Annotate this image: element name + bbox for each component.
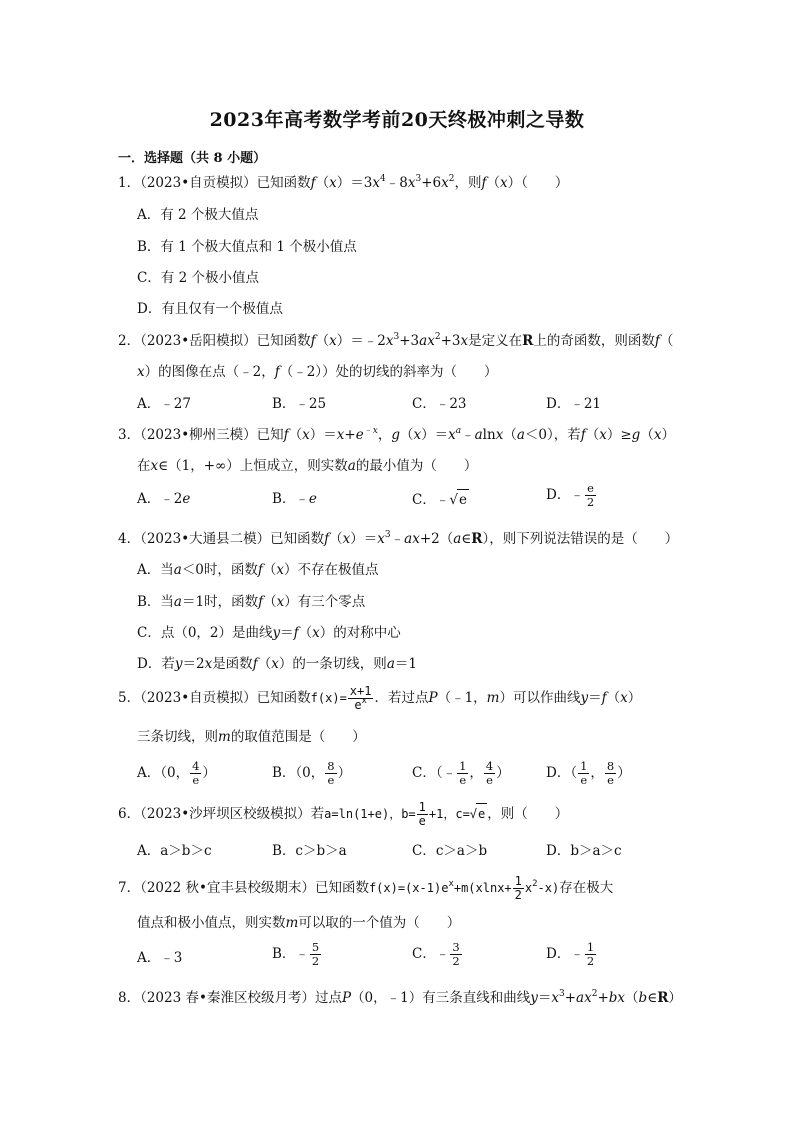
question-6-option-d: D．b＞a＞c [546, 843, 622, 859]
question-2-option-c: C．﹣23 [412, 396, 467, 412]
question-7-option-a: A．﹣3 [137, 950, 183, 966]
question-5-option-d: D．（ $\frac{1}{e}$ ， $\frac{8}{e}$ ） [546, 759, 631, 787]
question-5-option-a: A．（0， $\frac{4}{e}$ ） [137, 759, 216, 787]
question-3-stem-line2: 在x∈（1，+∞）上恒成立，则实数a的最小值为（ ） [137, 458, 478, 474]
question-3-option-d: D．﹣ $\frac{e}{2}$ [546, 481, 595, 509]
question-7-stem-line2: 值点和极小值点，则实数m可以取的一个值为（ ） [137, 915, 461, 931]
question-7-option-c: C．﹣ $\frac{3}{2}$ [412, 940, 460, 968]
question-4-option-d: D．若y＝2x是函数f（x）的一条切线，则a＝1 [137, 656, 417, 672]
question-7-option-d: D．﹣ $\frac{1}{2}$ [546, 940, 595, 968]
question-4-stem: 4．（2023•大通县二模）已知函数$f(x)=x^3﹣ax+2(a\in R)$，则下列说法错误的是（ ） [118, 530, 679, 547]
question-1-option-c: C．有 2 个极小值点 [137, 270, 260, 286]
question-6-stem: 6．（2023•沙坪坝区校级模拟）若a=ln(1+e)，b= $\frac{1}{e}$ +1，c=√e ，则（ ） [118, 800, 569, 828]
question-2-option-a: A．﹣27 [137, 396, 191, 412]
question-2-option-d: D．﹣21 [546, 396, 602, 412]
section-heading: 一．选择题（共 8 小题） [118, 151, 267, 166]
question-5-option-c: C．（﹣ $\frac{1}{e}$ ， $\frac{4}{e}$ ） [412, 759, 510, 787]
question-3-option-b: B．﹣e [272, 491, 317, 507]
question-7-option-b: B．﹣ $\frac{5}{2}$ [272, 940, 320, 968]
question-2-stem-line2: x）的图像在点（﹣2，f（﹣2））处的切线的斜率为（ ） [137, 364, 498, 380]
question-1-option-b: B．有 1 个极大值点和 1 个极小值点 [137, 239, 357, 255]
question-3-option-a: A．﹣2e [137, 491, 191, 507]
page-title: 2023年高考数学考前20天终极冲刺之导数 [209, 109, 585, 131]
question-2-stem-line1: 2．（2023•岳阳模拟）已知函数$f(x)=﹣2x^3+3ax^2+3x$是定义在R上的奇函数，则函数f（ [118, 332, 674, 349]
fraction: $\frac{x+1}{e^x}$ [349, 684, 372, 712]
question-5-stem-line1: 5．（2023•自贡模拟）已知函数f(x)= $\frac{x+1}{e^x}$ ．若过点P（﹣1，m）可以作曲线y＝f（x） [118, 684, 642, 712]
question-6-option-c: C．c＞a＞b [412, 843, 488, 859]
question-1-stem: 1．（2023•自贡模拟）已知函数$f(x)=3x^4﹣8x^3+6x^2$，则f（x）（ ） [118, 174, 569, 191]
question-4-option-a: A．当a＜0时，函数f（x）不存在极值点 [137, 562, 379, 578]
question-8-stem: 8．（2023 春•秦淮区校级月考）过点P（0，﹣1）有三条直线和曲线$y=x^3+ax^2+bx(b\in R)$ [118, 989, 682, 1006]
question-1-option-a: A．有 2 个极大值点 [137, 207, 259, 223]
question-3-option-c: C．﹣√e [412, 489, 469, 510]
question-5-stem-line2: 三条切线，则m的取值范围是（ ） [137, 729, 366, 745]
question-6-option-a: A．a＞b＞c [137, 843, 212, 859]
question-7-stem-line1: 7．（2022 秋•宜丰县校级期末）已知函数$f(x)=(x-1)e^x+m(xlnx+$ $\frac{1}{2}$ $x^2-x$)存在极大 [118, 874, 614, 902]
question-4-option-b: B．当a＝1时，函数f（x）有三个零点 [137, 594, 366, 610]
fraction: $\frac{e}{2}$ [586, 481, 595, 509]
question-5-option-b: B．（0， $\frac{8}{e}$ ） [272, 759, 352, 787]
question-2-option-b: B．﹣25 [272, 396, 327, 412]
sqrt-symbol: √ [449, 492, 458, 508]
question-4-option-c: C．点（0，2）是曲线y＝f（x）的对称中心 [137, 625, 401, 641]
question-3-stem-line1: 3．（2023•柳州三模）已知$f(x)=x+e^{﹣x}$，$g(x)=x^a﹣alnx(a<0)$，若f（x）≥g（x） [118, 426, 675, 443]
question-1-option-d: D．有且仅有一个极值点 [137, 301, 283, 317]
question-6-option-b: B．c＞b＞a [272, 843, 347, 859]
